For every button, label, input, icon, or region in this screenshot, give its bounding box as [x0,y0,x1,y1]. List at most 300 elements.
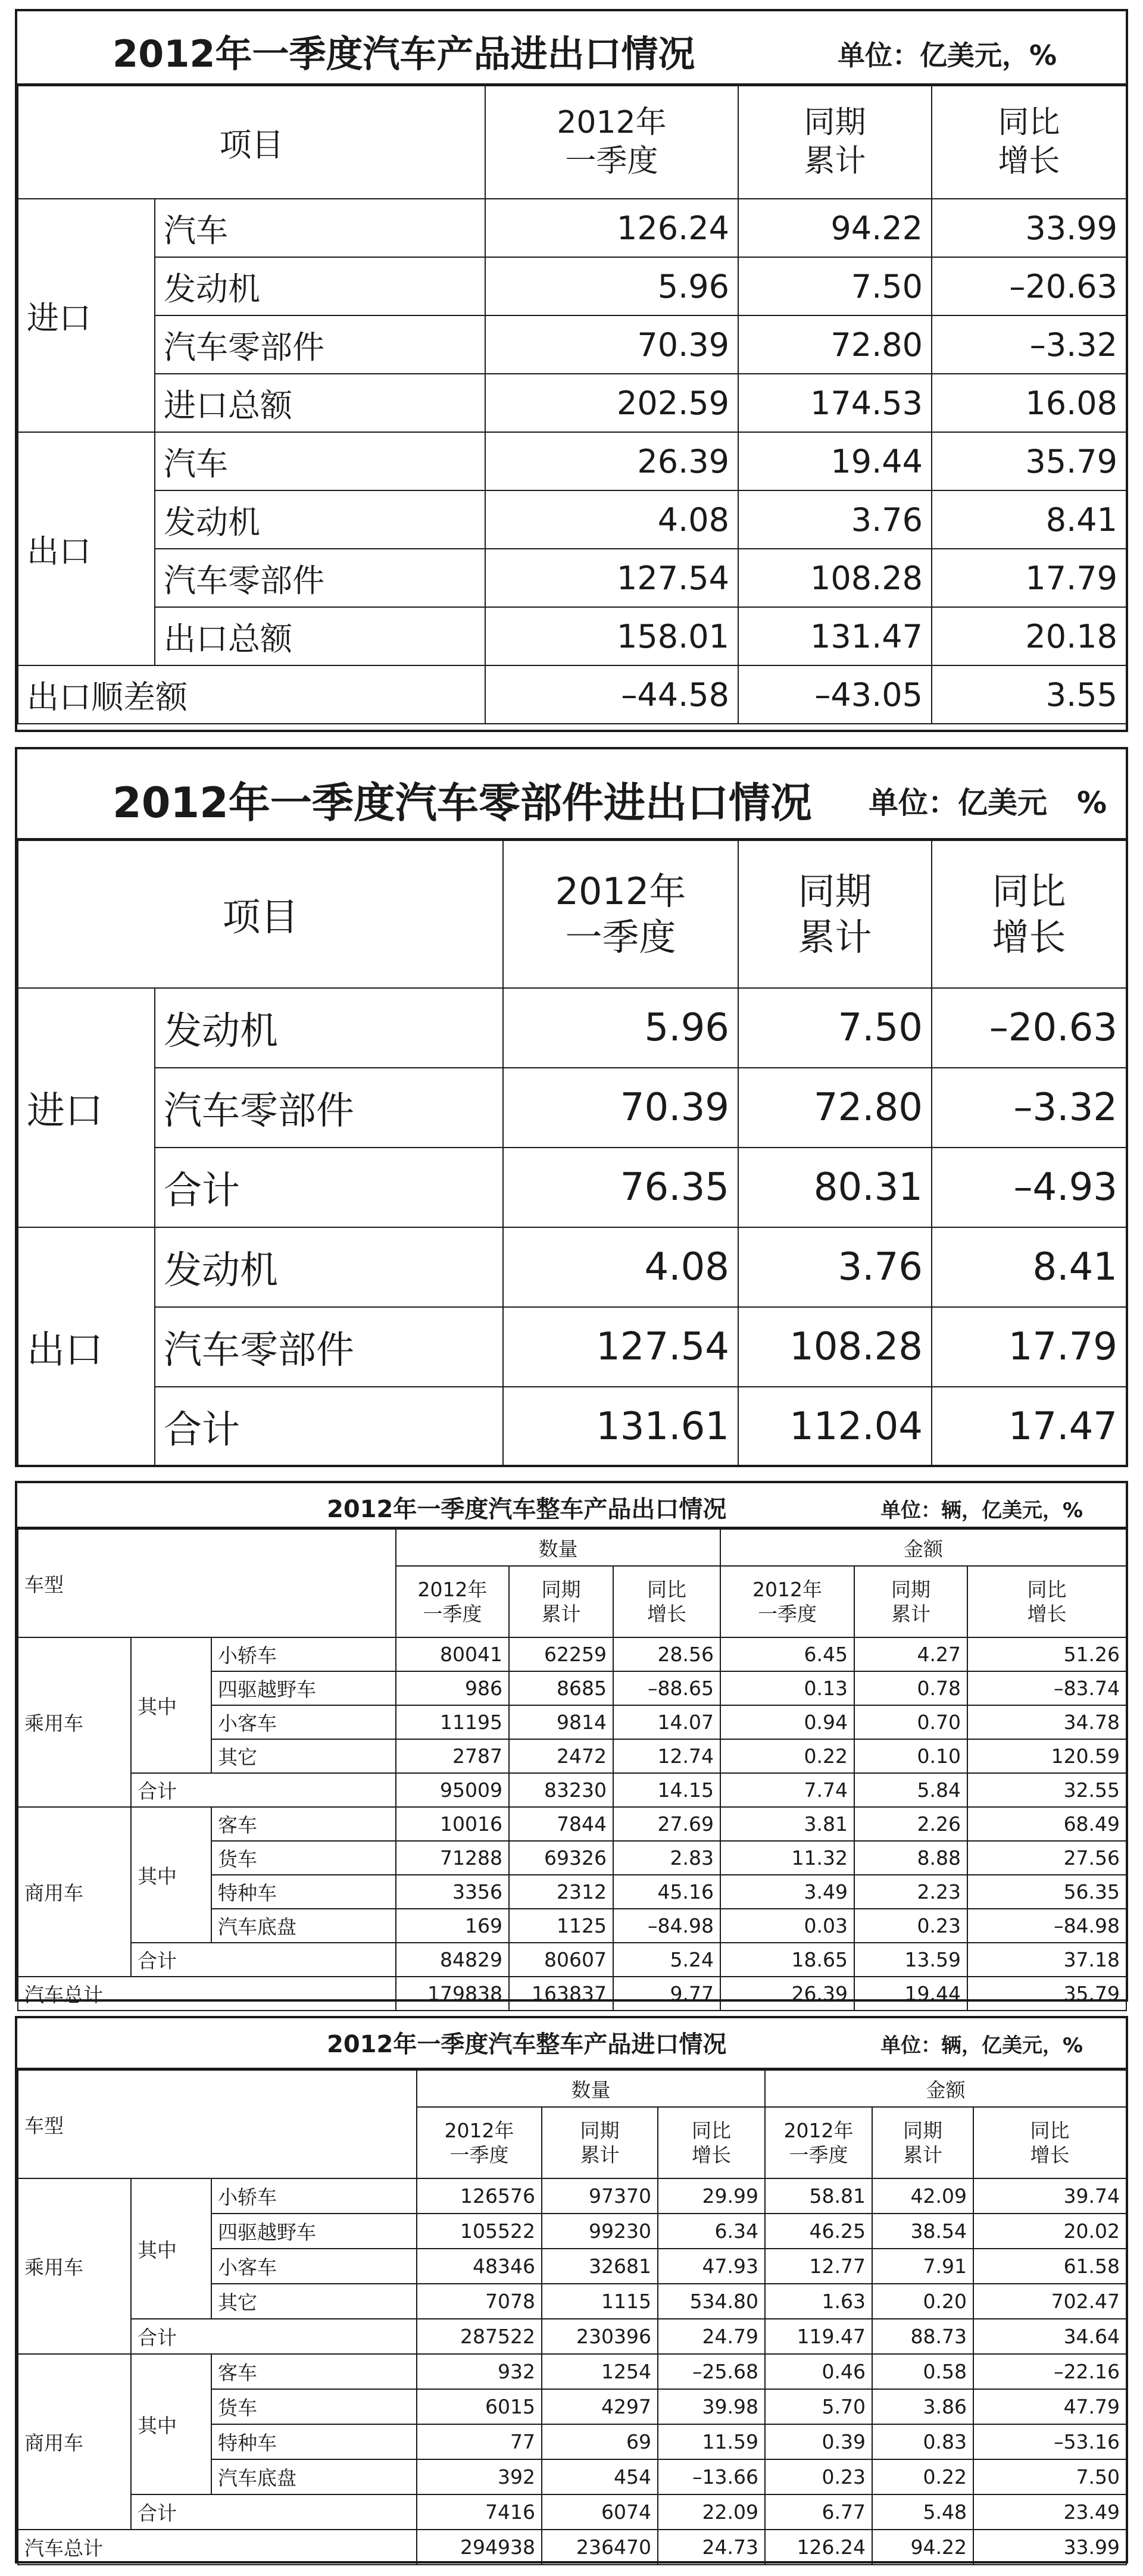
row-name: 汽车总计 [18,1977,396,2011]
header-growth [967,1566,1126,1637]
cell-value: 71288 [396,1841,509,1875]
cell-value: –88.65 [613,1671,720,1705]
cell-value: 7416 [417,2494,542,2530]
cell-value: 0.78 [854,1671,967,1705]
cell-value: 34.64 [973,2319,1126,2354]
row-name: 发动机 [155,1227,503,1307]
header-prior [542,2107,658,2178]
group-label-commercial: 商用车 [18,2354,131,2530]
cell-value: 16.08 [932,374,1126,432]
cell-value: 17.79 [932,1307,1126,1387]
cell-value: 6.34 [658,2214,765,2249]
row-name: 其它 [211,1739,396,1773]
row-name: 进口总额 [155,374,485,432]
cell-value: 5.84 [854,1773,967,1807]
cell-value: 454 [542,2459,658,2494]
header-row [18,1529,1126,1566]
cell-value: 12.77 [765,2249,872,2284]
group-label-passenger: 乘用车 [18,2178,131,2354]
row-name: 小轿车 [211,2178,417,2214]
row-name: 发动机 [155,988,503,1068]
table-unit: 单位：辆，亿美元，% [880,1499,1083,1523]
table-row [18,432,1126,490]
header-current [485,86,738,199]
cell-value: 3.86 [872,2389,973,2424]
header-amount: 金额 [720,1529,1126,1566]
cell-value: 3.76 [738,1227,932,1307]
row-name: 汽车零部件 [155,315,485,374]
table-row [18,988,1126,1068]
header-current [417,2107,542,2178]
cell-value: 0.70 [854,1705,967,1739]
cell-value: 3.49 [720,1875,854,1909]
table-unit: 单位：辆，亿美元，% [880,2034,1083,2058]
header-line1: 同比 [647,1577,687,1601]
table-row [18,607,1126,665]
cell-value: 0.23 [765,2459,872,2494]
cell-value: –44.58 [485,665,738,724]
table-title: 2012年一季度汽车零部件进出口情况 [113,779,812,827]
header-growth-line1: 同比 [992,869,1066,913]
cell-value: –20.63 [932,257,1126,315]
table-title-bar [17,2018,1126,2069]
table-row [18,490,1126,549]
cell-value: –83.74 [967,1671,1126,1705]
row-name: 客车 [211,2354,417,2389]
cell-value: 7078 [417,2284,542,2319]
cell-value: 72.80 [738,1068,932,1148]
cell-value: 72.80 [738,315,932,374]
header-prior [872,2107,973,2178]
header-prior-line1: 同期 [798,869,872,913]
header-quantity: 数量 [417,2070,765,2107]
table-row-subtotal [18,1773,1126,1807]
table-title-bar [17,749,1126,840]
table-row [18,257,1126,315]
header-current [503,840,738,988]
cell-value: 32681 [542,2249,658,2284]
table-unit: 单位：亿美元 % [869,786,1107,820]
cell-value: 202.59 [485,374,738,432]
cell-value: 88.73 [872,2319,973,2354]
cell-value: 8.41 [932,1227,1126,1307]
row-name: 货车 [211,2389,417,2424]
auto-import-export-table [15,9,1128,732]
table-row [18,374,1126,432]
cell-value: 17.79 [932,549,1126,607]
row-name: 发动机 [155,257,485,315]
table-body [17,1528,1127,2011]
cell-value: 9.77 [613,1977,720,2011]
cell-value: –43.05 [738,665,932,724]
header-row [18,840,1126,988]
row-name: 合计 [155,1148,503,1227]
header-amount: 金额 [765,2070,1126,2107]
cell-value: 37.18 [967,1943,1126,1977]
vehicle-import-table [15,2016,1128,2564]
cell-value: 0.22 [872,2459,973,2494]
table-row [18,199,1126,257]
cell-value: 2312 [509,1875,613,1909]
cell-value: 27.69 [613,1807,720,1841]
cell-value: 6015 [417,2389,542,2424]
table-body [17,840,1127,1467]
header-line2: 累计 [891,1602,931,1625]
cell-value: 5.48 [872,2494,973,2530]
header-line1: 同比 [1027,1577,1067,1601]
cell-value: 3.81 [720,1807,854,1841]
label-qizhong: 其中 [131,2178,211,2319]
header-line1: 同期 [903,2118,943,2142]
cell-value: –84.98 [613,1909,720,1943]
header-line2: 一季度 [758,1602,817,1625]
header-line2: 增长 [647,1602,687,1625]
cell-value: –25.68 [658,2354,765,2389]
cell-value: 11.32 [720,1841,854,1875]
table-row [18,315,1126,374]
header-line2: 累计 [541,1602,581,1625]
cell-value: 19.44 [738,432,932,490]
cell-value: 932 [417,2354,542,2389]
header-line2: 累计 [580,2143,620,2167]
cell-value: 39.98 [658,2389,765,2424]
cell-value: 179838 [396,1977,509,2011]
cell-value: 392 [417,2459,542,2494]
header-line1: 同比 [692,2118,732,2142]
cell-value: 58.81 [765,2178,872,2214]
cell-value: 131.61 [503,1387,738,1467]
group-label-export: 出口 [18,432,155,665]
auto-parts-import-export-table [15,747,1128,1467]
header-line1: 2012年 [752,1577,823,1601]
cell-value: 0.10 [854,1739,967,1773]
row-name: 合计 [131,2319,417,2354]
row-name: 发动机 [155,490,485,549]
vehicle-export-table [15,1481,1128,2006]
header-current-line1: 2012年 [555,869,686,913]
cell-value: 108.28 [738,549,932,607]
cell-value: 5.96 [503,988,738,1068]
header-current [765,2107,872,2178]
cell-value: 1254 [542,2354,658,2389]
row-name: 合计 [131,2494,417,2530]
cell-value: 35.79 [932,432,1126,490]
cell-value: 13.59 [854,1943,967,1977]
table-row [18,549,1126,607]
table-row [18,1387,1126,1467]
cell-value: 68.49 [967,1807,1126,1841]
cell-value: 34.78 [967,1705,1126,1739]
cell-value: 7.50 [738,988,932,1068]
cell-value: 26.39 [720,1977,854,2011]
row-name: 小客车 [211,2249,417,2284]
row-name: 小客车 [211,1705,396,1739]
table-title-bar [17,11,1126,85]
cell-value: 99230 [542,2214,658,2249]
cell-value: 20.18 [932,607,1126,665]
cell-value: 35.79 [967,1977,1126,2011]
cell-value: 20.02 [973,2214,1126,2249]
cell-value: 0.94 [720,1705,854,1739]
cell-value: –22.16 [973,2354,1126,2389]
cell-value: 0.46 [765,2354,872,2389]
cell-value: 169 [396,1909,509,1943]
table-row [18,1807,1126,1841]
cell-value: 287522 [417,2319,542,2354]
cell-value: 33.99 [973,2530,1126,2565]
header-current-line2: 一季度 [565,915,676,959]
cell-value: 2.26 [854,1807,967,1841]
cell-value: 39.74 [973,2178,1126,2214]
cell-value: 33.99 [932,199,1126,257]
cell-value: –3.32 [932,315,1126,374]
cell-value: 3.76 [738,490,932,549]
table-body [17,85,1127,724]
cell-value: 127.54 [503,1307,738,1387]
header-growth [973,2107,1126,2178]
group-label-import: 进口 [18,199,155,432]
row-name: 汽车底盘 [211,1909,396,1943]
table-row [18,1227,1126,1307]
cell-value: 7.50 [973,2459,1126,2494]
cell-value: 126.24 [765,2530,872,2565]
row-name: 客车 [211,1807,396,1841]
header-current-line2: 一季度 [565,143,658,179]
header-current [396,1566,509,1637]
group-label-export: 出口 [18,1227,155,1467]
cell-value: 986 [396,1671,509,1705]
header-growth-line2: 增长 [998,143,1060,179]
row-name: 汽车 [155,199,485,257]
row-name: 四驱越野车 [211,1671,396,1705]
header-prior-line2: 累计 [798,915,872,959]
header-prior [509,1566,613,1637]
cell-value: 2787 [396,1739,509,1773]
cell-value: 80.31 [738,1148,932,1227]
cell-value: 131.47 [738,607,932,665]
cell-value: 5.24 [613,1943,720,1977]
cell-value: 8.41 [932,490,1126,549]
table-row-grand-total [18,2530,1126,2565]
group-label-import: 进口 [18,988,155,1227]
table-row-subtotal [18,2494,1126,2530]
cell-value: –4.93 [932,1148,1126,1227]
cell-value: 2472 [509,1739,613,1773]
header-item: 项目 [18,86,485,199]
cell-value: 108.28 [738,1307,932,1387]
cell-value: 28.56 [613,1637,720,1671]
header-prior [854,1566,967,1637]
header-line2: 一季度 [423,1602,482,1625]
cell-value: 0.58 [872,2354,973,2389]
cell-value: –84.98 [967,1909,1126,1943]
cell-value: 42.09 [872,2178,973,2214]
cell-value: 127.54 [485,549,738,607]
cell-value: 119.47 [765,2319,872,2354]
cell-value: 17.47 [932,1387,1126,1467]
row-name: 小轿车 [211,1637,396,1671]
cell-value: 11.59 [658,2424,765,2459]
cell-value: 95009 [396,1773,509,1807]
cell-value: 4.08 [503,1227,738,1307]
cell-value: 9814 [509,1705,613,1739]
row-name: 汽车零部件 [155,1307,503,1387]
row-name: 货车 [211,1841,396,1875]
cell-value: 236470 [542,2530,658,2565]
label-qizhong: 其中 [131,1637,211,1773]
header-current-line1: 2012年 [557,105,667,140]
cell-value: 8685 [509,1671,613,1705]
header-line1: 同期 [891,1577,931,1601]
cell-value: 84829 [396,1943,509,1977]
cell-value: 77 [417,2424,542,2459]
row-name: 出口总额 [155,607,485,665]
table-unit: 单位：亿美元，% [838,39,1057,71]
header-growth-line1: 同比 [998,105,1060,140]
cell-value: 126576 [417,2178,542,2214]
table-row [18,2354,1126,2389]
table-title: 2012年一季度汽车整车产品出口情况 [327,1496,727,1523]
cell-value: 163837 [509,1977,613,2011]
cell-value: 29.99 [658,2178,765,2214]
row-name: 汽车零部件 [155,1068,503,1148]
cell-value: 11195 [396,1705,509,1739]
cell-value: 80607 [509,1943,613,1977]
table-row-grand-total [18,1977,1126,2011]
cell-value: 7.50 [738,257,932,315]
cell-value: 1125 [509,1909,613,1943]
table-row [18,1068,1126,1148]
cell-value: 27.56 [967,1841,1126,1875]
header-growth [613,1566,720,1637]
cell-value: 7.91 [872,2249,973,2284]
row-name: 四驱越野车 [211,2214,417,2249]
cell-value: 7.74 [720,1773,854,1807]
cell-value: 534.80 [658,2284,765,2319]
header-type: 车型 [18,1529,396,1637]
cell-value: 62259 [509,1637,613,1671]
header-quantity: 数量 [396,1529,720,1566]
cell-value: 105522 [417,2214,542,2249]
label-qizhong: 其中 [131,2354,211,2494]
header-growth-line2: 增长 [992,915,1066,959]
group-label-commercial: 商用车 [18,1807,131,1977]
cell-value: 0.39 [765,2424,872,2459]
cell-value: 294938 [417,2530,542,2565]
cell-value: 22.09 [658,2494,765,2530]
cell-value: 26.39 [485,432,738,490]
header-growth [932,86,1126,199]
cell-value: 47.93 [658,2249,765,2284]
cell-value: 45.16 [613,1875,720,1909]
header-prior-line2: 累计 [804,143,866,179]
cell-value: 76.35 [503,1148,738,1227]
cell-value: 6.45 [720,1637,854,1671]
cell-value: 56.35 [967,1875,1126,1909]
cell-value: 14.07 [613,1705,720,1739]
header-row [18,2070,1126,2107]
cell-value: 230396 [542,2319,658,2354]
header-prior [738,840,932,988]
row-name: 合计 [131,1943,396,1977]
cell-value: 94.22 [738,199,932,257]
cell-value: 2.23 [854,1875,967,1909]
cell-value: 112.04 [738,1387,932,1467]
cell-value: 1115 [542,2284,658,2319]
cell-value: 14.15 [613,1773,720,1807]
table-row-balance [18,665,1126,724]
cell-value: 0.03 [720,1909,854,1943]
cell-value: 61.58 [973,2249,1126,2284]
table-title: 2012年一季度汽车产品进出口情况 [113,32,695,76]
row-name: 出口顺差额 [18,665,485,724]
label-qizhong: 其中 [131,1807,211,1943]
cell-value: 51.26 [967,1637,1126,1671]
header-row [18,86,1126,199]
cell-value: 6074 [542,2494,658,2530]
table-row-subtotal [18,1943,1126,1977]
cell-value: 48346 [417,2249,542,2284]
cell-value: 0.13 [720,1671,854,1705]
table-row-subtotal [18,2319,1126,2354]
header-type: 车型 [18,2070,417,2178]
cell-value: 94.22 [872,2530,973,2565]
cell-value: –13.66 [658,2459,765,2494]
cell-value: 12.74 [613,1739,720,1773]
cell-value: 10016 [396,1807,509,1841]
header-line1: 同期 [580,2118,620,2142]
header-line1: 2012年 [444,2118,514,2142]
header-line2: 累计 [903,2143,943,2167]
cell-value: 70.39 [503,1068,738,1148]
header-line2: 增长 [1030,2143,1070,2167]
row-name: 特种车 [211,2424,417,2459]
header-line1: 同比 [1030,2118,1070,2142]
cell-value: 5.96 [485,257,738,315]
cell-value: 24.73 [658,2530,765,2565]
row-name: 汽车总计 [18,2530,417,2565]
cell-value: 47.79 [973,2389,1126,2424]
table-title: 2012年一季度汽车整车产品进口情况 [327,2031,727,2058]
header-line2: 增长 [1027,1602,1067,1625]
row-name: 汽车零部件 [155,549,485,607]
cell-value: 1.63 [765,2284,872,2319]
header-growth [658,2107,765,2178]
header-growth [932,840,1126,988]
cell-value: 2.83 [613,1841,720,1875]
header-prior [738,86,932,199]
cell-value: 4.27 [854,1637,967,1671]
cell-value: 0.23 [854,1909,967,1943]
cell-value: 126.24 [485,199,738,257]
cell-value: 702.47 [973,2284,1126,2319]
table-row [18,1148,1126,1227]
header-line2: 增长 [692,2143,732,2167]
cell-value: 69 [542,2424,658,2459]
cell-value: 158.01 [485,607,738,665]
table-row [18,2178,1126,2214]
cell-value: 0.20 [872,2284,973,2319]
row-name: 其它 [211,2284,417,2319]
row-name: 合计 [155,1387,503,1467]
cell-value: 3356 [396,1875,509,1909]
row-name: 汽车 [155,432,485,490]
table-row [18,1307,1126,1387]
cell-value: 23.49 [973,2494,1126,2530]
row-name: 汽车底盘 [211,2459,417,2494]
table-body [17,2069,1127,2565]
cell-value: 83230 [509,1773,613,1807]
